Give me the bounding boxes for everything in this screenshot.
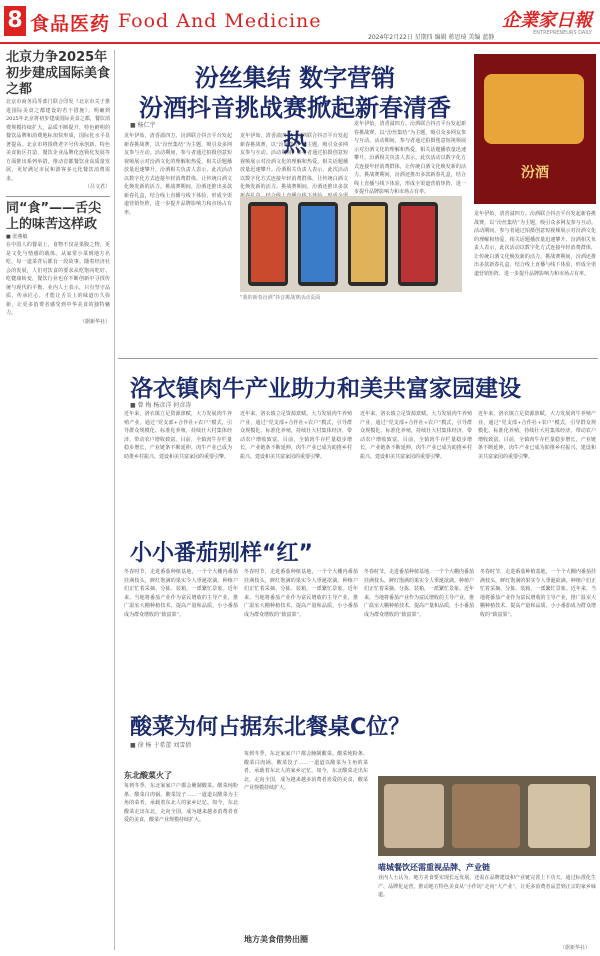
subheading: 地方美食借势出圈 — [244, 935, 308, 944]
article-body: 龙年伊始，清香溢四方。汾酒联合抖音平台发起新春挑战赛，以“汾丝集结”为主题，吸引众多网友参与互动。活动期间，参与者通过拍摄创意短视频展示对汾酒文化的理解和热爱，相关话题播放量迅速攀升。汾酒相关负责人表示，此次活动以数字化方式连接年轻消费群体，让传统白酒文化焕发新的活力。挑战赛期间，汾酒还推出多款新春礼盒，结合线上直播与线下体验，形成全渠道营销矩阵，进一步提升品牌影响力和市场占有率。 — [124, 133, 232, 216]
food-image — [452, 784, 520, 848]
phone-image — [348, 202, 388, 286]
article-body-col3: 龙年伊始，清香溢四方。汾酒联合抖音平台发起新春挑战赛，以“汾丝集结”为主题，吸引众多网友参与互动。活动期间，参与者通过拍摄创意短视频展示对汾酒文化的理解和热爱，相关话题播放量迅速攀升。汾酒相关负责人表示，此次活动以数字化方式连接年轻消费群体，让传统白酒文化焕发新的活力。挑战赛期间，汾酒还推出多款新春礼盒，结合线上直播与线下体验，形成全渠道营销矩阵，进一步提升品牌影响力和市场占有率。 — [354, 121, 466, 195]
main-headline-line2: 汾酒抖音挑战赛掀起新春清香热 — [139, 94, 451, 157]
page-number: 8 — [4, 6, 26, 36]
page-header — [0, 0, 600, 44]
article-author: ■ 张燕敏 — [6, 233, 28, 240]
article-title: 北京力争2025年初步建成国际美食之都 — [6, 50, 111, 97]
section-headline: 小小番茄别样“红” — [130, 541, 313, 566]
article-end: （据新华社） — [79, 318, 110, 325]
photo-caption: “我的新春汾酒”抖音挑战赛活动页面 — [240, 295, 321, 301]
divider — [6, 196, 110, 197]
article-body-col2: 冬春时节，走进番茄种植基地，一个个大棚内番茄挂满枝头，鲜红饱满的果实令人垂涎欲滴。种植户们正忙着采摘、分拣、装箱，一派繁忙景象。近年来，当地将番茄产业作为富民增收的主导产业，推广温室大棚种植技术，提高产量和品质，小小番茄成为群众增收的“致富果”。 — [244, 569, 358, 618]
subheading: 东北酸菜火了 — [124, 771, 172, 780]
phone-image — [398, 202, 438, 286]
phone-image — [298, 202, 338, 286]
article-title: 同“食”——舌尖上的味苦这样政 — [6, 200, 102, 232]
subheading: 喵城餐饮还需重视品牌、产业链 — [378, 863, 490, 872]
product-photo — [474, 54, 596, 204]
article-body: 近年来，洛衣镇立足资源禀赋，大力发展肉牛养殖产业，通过“党支部+合作社+农户”模式，引导群众规模化、标准化养殖，持续壮大村集体经济，带动农户增收致富。目前，全镇肉牛存栏量稳步增长，产业链条不断延伸，肉牛产业已成为助推乡村振兴、建设和美共富家园的重要引擎。 — [124, 411, 232, 460]
article-body-col2: 近年来，洛衣镇立足资源禀赋，大力发展肉牛养殖产业，通过“党支部+合作社+农户”模式，引导群众规模化、标准化养殖，持续壮大村集体经济，带动农户增收致富。目前，全镇肉牛存栏量稳步增长，产业链条不断延伸，肉牛产业已成为助推乡村振兴、建设和美共富家园的重要引擎。 — [240, 411, 352, 460]
article-body-col2: 每到冬季，东北家家户户都会腌制酸菜。酸菜炖粉条、酸菜白肉锅、酸菜饺子……一道道以酸菜为主角的菜肴，承载着东北人的家乡记忆。如今，东北酸菜走出东北，走向全国，成为越来越多消费者喜爱的美食，酸菜产业规模持续扩大。 — [244, 751, 368, 791]
dateline: 2024年2月22日 星期四 编辑 蒋思琦 美编 蓝静 — [368, 34, 495, 41]
article-body-col2: 龙年伊始，清香溢四方。汾酒联合抖音平台发起新春挑战赛，以“汾丝集结”为主题，吸引众多网友参与互动。活动期间，参与者通过拍摄创意短视频展示对汾酒文化的理解和热爱，相关话题播放量迅速攀升。汾酒相关负责人表示，此次活动以数字化方式连接年轻消费群体，让传统白酒文化焕发新的活力。挑战赛期间，汾酒还推出多款 — [240, 133, 348, 190]
article-body: 在中国人的餐桌上，食物不仅是果腹之物，更是文化与情感的载体。从家常小菜到地方名吃，每一道菜背后都有一段故事。随着经济社会的发展，人们对饮食的要求从吃饱向吃好、吃健康转变，餐饮行业也在不断创新中寻找传统与现代的平衡。业内人士表示，只有坚守品质、传承匠心，才能让舌尖上的味道历久弥新，让更多消费者感受到中华美食的独特魅力。 — [6, 242, 110, 316]
article-body-col3: 近年来，洛衣镇立足资源禀赋，大力发展肉牛养殖产业，通过“党支部+合作社+农户”模式，引导群众规模化、标准化养殖，持续壮大村集体经济，带动农户增收致富。目前，全镇肉牛存栏量稳步增长，产业链条不断延伸，肉牛产业已成为助推乡村振兴、建设和美共富家园的重要引擎。 — [360, 411, 472, 460]
article-body-col4: 冬春时节，走进番茄种植基地，一个个大棚内番茄挂满枝头，鲜红饱满的果实令人垂涎欲滴。种植户们正忙着采摘、分拣、装箱，一派繁忙景象。近年来，当地将番茄产业作为富民增收的主导产业，推广温室大棚种植技术，提高产量和品质，小小番茄成为群众增收的“致富果”。 — [480, 569, 596, 618]
article-end: （据新华社） — [560, 945, 591, 951]
article-author: ■ 曾 梅 杨彦洋 何彦涛 — [130, 402, 192, 409]
divider — [118, 358, 598, 359]
article-author: ■ 徐 杨 于希蕾 刘雪倩 — [130, 742, 192, 749]
food-image — [528, 784, 590, 848]
article-author: （吕文君） — [84, 184, 110, 190]
photo-label: 汾酒 — [521, 165, 549, 181]
screenshot-photo — [240, 196, 462, 292]
article-body-col4: 龙年伊始，清香溢四方。汾酒联合抖音平台发起新春挑战赛，以“汾丝集结”为主题，吸引众多网友参与互动。活动期间，参与者通过拍摄创意短视频展示对汾酒文化的理解和热爱，相关话题播放量迅速攀升。汾酒相关负责人表示，此次活动以数字化方式连接年轻消费群体，让传统白酒文化焕发新的活力。挑战赛期间，汾酒还推出多款新春礼盒，结合线上直播与线下体验，形成全渠道营销矩阵，进一步提升品牌影响力和市场占有率。 — [474, 211, 596, 277]
newspaper-logo: 企業家日報 — [502, 10, 592, 31]
section-headline: 洛衣镇肉牛产业助力和美共富家园建设 — [130, 376, 521, 402]
food-photo — [378, 776, 596, 856]
article-body: 每到冬季，东北家家户户都会腌制酸菜。酸菜炖粉条、酸菜白肉锅、酸菜饺子……一道道以酸菜为主角的菜肴，承载着东北人的家乡记忆。如今，东北酸菜走出东北，走向全国，成为越来越多消费者喜爱的美食，酸菜产业规模持续扩大。 — [124, 783, 238, 823]
article-author: ■ 杨仁宇 — [130, 122, 156, 129]
section-title-en: Food And Medicine — [118, 10, 322, 32]
header-rule — [0, 42, 600, 44]
section-headline: 酸菜为何占据东北餐桌C位？ — [130, 715, 411, 740]
left-column — [6, 50, 110, 950]
article-body-col3: 冬春时节，走进番茄种植基地，一个个大棚内番茄挂满枝头，鲜红饱满的果实令人垂涎欲滴。种植户们正忙着采摘、分拣、装箱，一派繁忙景象。近年来，当地将番茄产业作为富民增收的主导产业，推广温室大棚种植技术，提高产量和品质，小小番茄成为群众增收的“致富果”。 — [364, 569, 475, 618]
article-body: 北京市商务局等部门联合印发《北京市关于推进国际美食之都建设的若干措施》，明确到2025年北京将初步建成国际美食之都，餐饮消费规模持续扩大，品质不断提升，特色鲜明的餐饮品牌和消费地标加快形成，国际化水平显著提高。北京市将围绕老字号传承创新、特色美食街区打造、餐饮企业品牌化连锁化发展等方面推出系列举措，推动首都餐饮业高质量发展，更好满足市民和游客多元化餐饮消费需求。 — [6, 99, 110, 182]
article-body-col4: 近年来，洛衣镇立足资源禀赋，大力发展肉牛养殖产业，通过“党支部+合作社+农户”模式，引导群众规模化、标准化养殖，持续壮大村集体经济，带动农户增收致富。目前，全镇肉牛存栏量稳步增长，产业链条不断延伸，肉牛产业已成为助推乡村振兴、建设和美共富家园的重要引擎。 — [478, 411, 596, 460]
main-headline: 汾丝集结 数字营销 — [194, 64, 396, 92]
newspaper-en-name: ENTREPRENEURS DAILY — [533, 30, 592, 36]
section-title: 食品医药 — [30, 13, 111, 35]
article-body: 冬春时节，走进番茄种植基地，一个个大棚内番茄挂满枝头，鲜红饱满的果实令人垂涎欲滴。种植户们正忙着采摘、分拣、装箱，一派繁忙景象。近年来，当地将番茄产业作为富民增收的主导产业，推广温室大棚种植技术，提高产量和品质，小小番茄成为群众增收的“致富果”。 — [124, 569, 238, 618]
bottle-glow — [484, 74, 584, 144]
column-divider — [114, 50, 115, 950]
food-image — [384, 784, 444, 848]
article-body: 业内人士认为，地方美食要实现长远发展，还需在品牌建设和产业链完善上下功夫。通过标准化生产、品牌化运营，推动地方特色美食从“小作坊”走向“大产业”，让更多消费者品尝到正宗的家乡味道。 — [378, 875, 596, 898]
phone-image — [248, 202, 288, 286]
